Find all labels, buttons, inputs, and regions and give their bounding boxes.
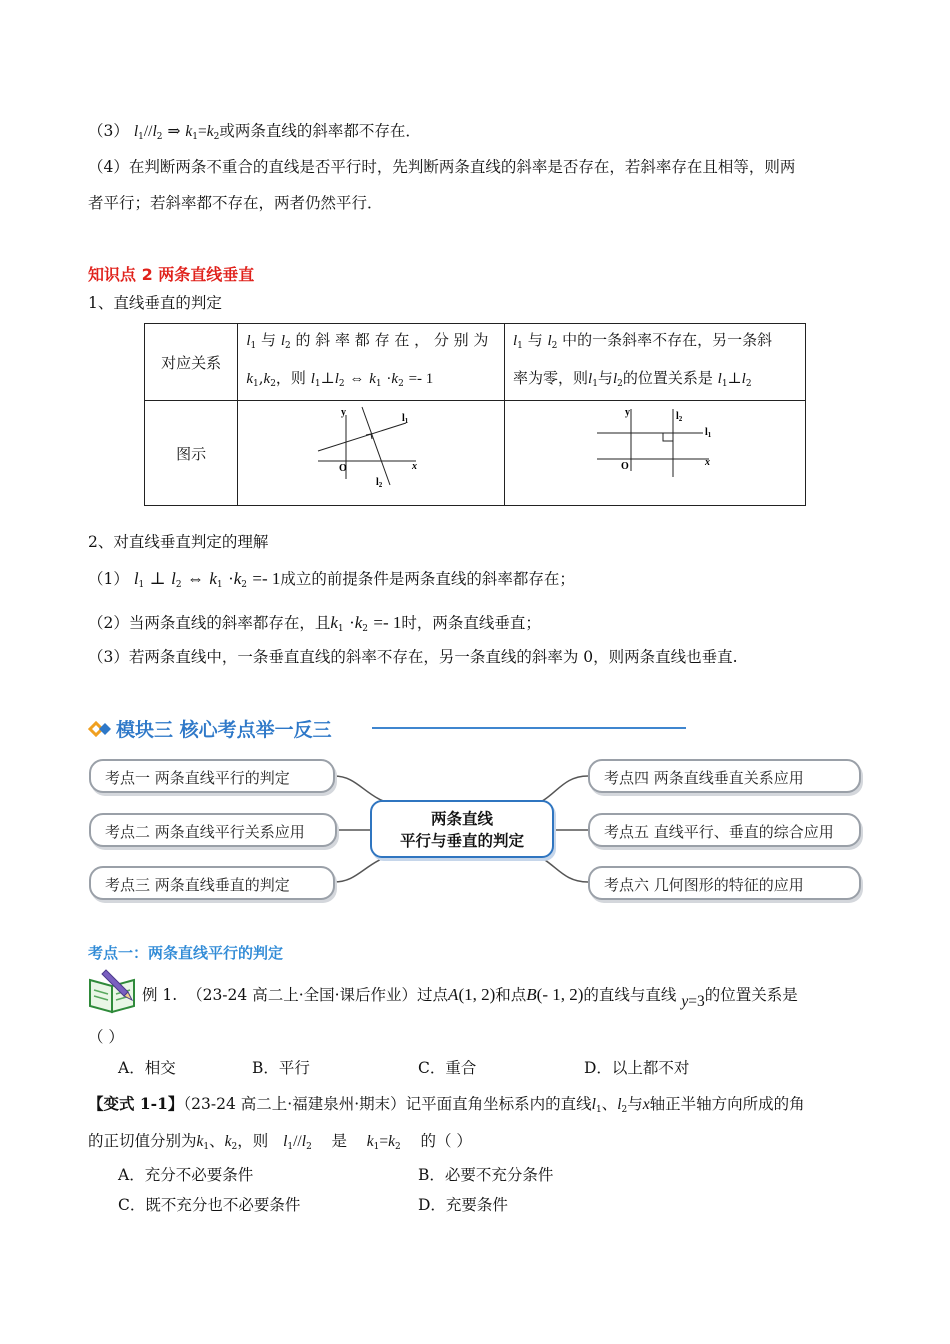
variant-option-b[interactable]: B．必要不充分条件 <box>418 1166 554 1184</box>
kaodian-2-node[interactable]: 考点二 两条直线平行关系应用 <box>89 813 337 847</box>
book-pencil-icon <box>86 968 140 1018</box>
mindmap-center-node: 两条直线 平行与垂直的判定 <box>370 800 554 858</box>
item-3: （3） $l_1//l_2$ ⇒ $k_1=k_2$或两条直线的斜率都不存在． <box>88 122 421 142</box>
example-1-option-b[interactable]: B．平行 <box>252 1059 310 1077</box>
kaodian-1-node[interactable]: 考点一 两条直线平行的判定 <box>89 759 335 793</box>
kaodian-1-heading: 考点一：两条直线平行的判定 <box>88 944 284 962</box>
kaodian-3-node[interactable]: 考点三 两条直线垂直的判定 <box>89 866 335 900</box>
variant-option-a[interactable]: A．充分不必要条件 <box>118 1166 254 1184</box>
subheading-1: 1、直线垂直的判定 <box>88 294 222 312</box>
svg-text:l2: $l_2$ <box>376 477 383 489</box>
svg-text:y: y <box>625 407 630 418</box>
variant-1-1-line1: 【变式 1-1】（23-24 高二上·福建泉州·期末）记平面直角坐标系内的直线$l_1$、$l_2$与x轴正半轴方向所成的角 <box>88 1094 805 1115</box>
cell-both-slopes: $l_1$ 与 $l_2$ 的 斜 率 都 存 在 ， 分 别 为 $k_1,k_2$，则 $l_1\perp l_2$ ⇔ $k_1 \cdot k_2 =- 1$ <box>238 324 505 401</box>
row-label-figure: 图示 <box>145 401 238 506</box>
understanding-3: （3）若两条直线中，一条垂直直线的斜率不存在，另一条直线的斜率为 0，则两条直线也垂直. <box>88 648 738 666</box>
svg-text:l2: $l_2$ <box>676 411 683 423</box>
kaodian-6-node[interactable]: 考点六 几何图形的特征的应用 <box>588 866 861 900</box>
variant-option-d[interactable]: D．充要条件 <box>418 1196 508 1214</box>
item-4-line2: 者平行；若斜率都不存在，两者仍然平行． <box>88 194 383 212</box>
example-1-stem: 例 1. （23-24 高二上·全国·课后作业）过点A(1, 2)和点B(- 1, 2)的直线与直线 y=3的位置关系是 <box>142 985 798 1010</box>
row-label-relation: 对应关系 <box>145 324 238 401</box>
variant-1-1-line2: 的正切值分别为$k_1$、$k_2$，则 $l_1//l_2$ 是 $k_1=k_2$ 的（ ） <box>88 1132 472 1152</box>
example-1-option-d[interactable]: D．以上都不对 <box>584 1059 690 1077</box>
item-4-line1: （4）在判断两条不重合的直线是否平行时，先判断两条直线的斜率是否存在，若斜率存在且相等，则两 <box>88 158 796 176</box>
svg-text:x: x <box>412 461 418 472</box>
understanding-1: （1） $l_1$ ⊥ $l_2$ ⇔ $k_1 \cdot k_2 =- 1$成立的前提条件是两条直线的斜率都存在； <box>88 569 575 590</box>
subheading-2: 2、对直线垂直判定的理解 <box>88 533 269 551</box>
example-1-option-c[interactable]: C．重合 <box>418 1059 477 1077</box>
kaodian-4-node[interactable]: 考点四 两条直线垂直关系应用 <box>588 759 861 793</box>
example-1-option-a[interactable]: A．相交 <box>118 1059 176 1077</box>
understanding-2: （2）当两条直线的斜率都存在，且$k_1 \cdot k_2 =- 1$时，两条直线垂直； <box>88 613 541 634</box>
svg-text:x: x <box>705 457 710 468</box>
cell-one-slope-missing: $l_1$ 与 $l_2$ 中的一条斜率不存在，另一条斜 率为零，则$l_1$与$l_2$的位置关系是 $l_1\perp l_2$ <box>505 324 806 401</box>
svg-text:l1: $l_1$ <box>705 427 712 439</box>
variant-option-c[interactable]: C．既不充分也不必要条件 <box>118 1196 301 1214</box>
svg-text:y: y <box>341 407 347 418</box>
example-1-blank: （ ） <box>88 1028 124 1046</box>
svg-text:l1: $l_1$ <box>402 413 409 425</box>
svg-text:O: O <box>621 461 629 472</box>
svg-text:O: O <box>339 463 348 474</box>
knowledge-heading: 知识点 2 两条直线垂直 <box>88 265 255 284</box>
kaodian-5-node[interactable]: 考点五 直线平行、垂直的综合应用 <box>588 813 861 847</box>
module-title: 模块三 核心考点举一反三 <box>88 715 332 742</box>
